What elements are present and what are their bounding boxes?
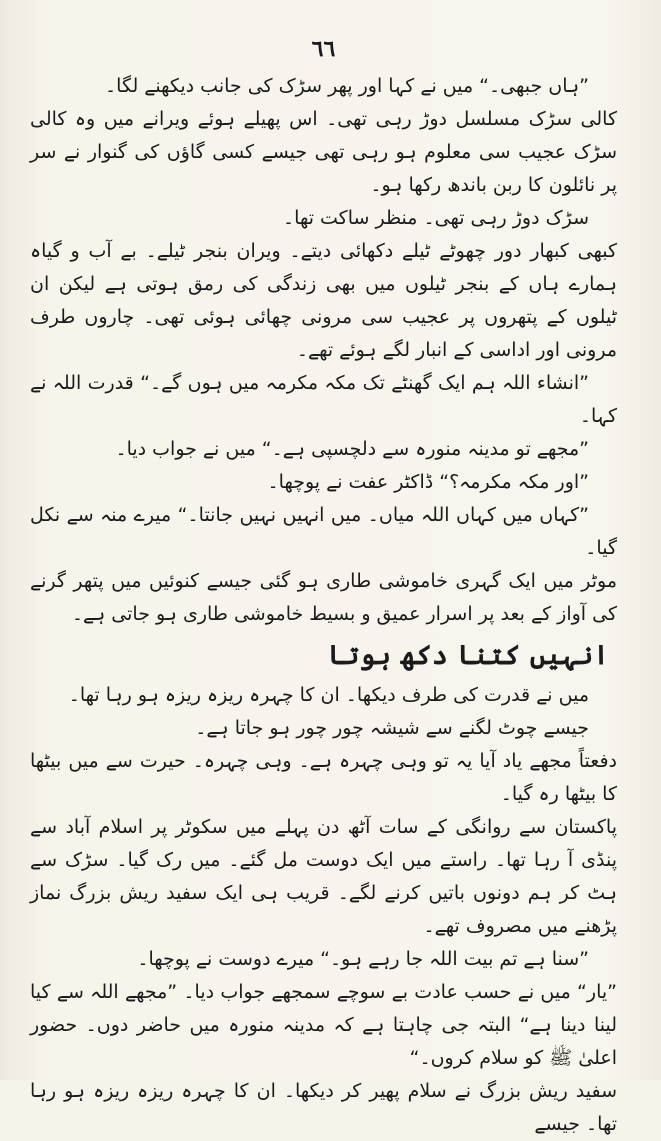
paragraph-pakistan: پاکستان سے روانگی کے سات آٹھ دن پہلے میں سکوٹر پر اسلام آباد سے پنڈی آ رہا تھا۔ راستے میں ایک دوست مل گئے۔ میں رک گیا۔ سڑک سے ہٹ کر ہم دونوں باتیں کرنے لگے۔ قریب ہی ایک سفید ریش بزرگ نماز پڑھنے میں مصروف تھے۔: [30, 816, 617, 937]
paragraph-baitullah: ”سنا ہے تم بیت اللہ جا رہے ہو۔“ میرے دوست نے پوچھا۔: [137, 948, 589, 970]
paragraph-motor-khamoshi: موٹر میں ایک گہری خاموشی طاری ہو گئی جیسے کنوئیں میں پتھر گرنے کی آواز کے بعد پر اسرار عمیق و بسیط خاموشی طاری ہو جاتی ہے۔: [30, 570, 617, 625]
paragraph-dafatan: دفعتاً مجھے یاد آیا یہ تو وہی چہرہ ہے۔ وہی چہرہ۔ حیرت سے میں بیٹھا کا بیٹھا رہ گیا۔: [30, 750, 617, 805]
paragraph-tile: کبھی کبھار دور چھوٹے ٹیلے دکھائی دیتے۔ ویران بنجر ٹیلے۔ بے آب و گیاہ ہمارے ہاں کے بنجر ٹیلوں میں بھی زندگی کی رمق ہوتی ہے لیکن ان ٹیلوں کے پتھروں پر عجیب سی مرونی چھائی ہوئی تھی۔ چاروں طرف مرونی اور اداسی کے انبار لگے ہوئے تھے۔: [30, 240, 617, 361]
paragraph-madina: ”مجھے تو مدینہ منورہ سے دلچسپی ہے۔“ میں نے جواب دیا۔: [115, 438, 589, 460]
paragraph-safed-resh: سفید ریش بزرگ نے سلام پھیر کر دیکھا۔ ان کا چہرہ ریزہ ریزہ ہو رہا تھا۔ جیسے: [30, 1080, 617, 1135]
page-number: ٦٦: [311, 36, 336, 62]
paragraph-sarak-daur: سڑک دوڑ رہی تھی۔ منظر ساکت تھا۔: [283, 207, 589, 229]
paragraph-yaar: ”یار“ میں نے حسب عادت بے سوچے سمجھے جواب دیا۔ ”مجھے اللہ سے کیا لینا دینا ہے“ البتہ جی چاہتا ہے کہ مدینہ منورہ میں حاضر دوں۔ حضور اعلیٰ ﷺ کو سلام کروں۔“: [30, 981, 617, 1069]
paragraph-qudrat-chehra: میں نے قدرت کی طرف دیکھا۔ ان کا چہرہ ریزہ ریزہ ہو رہا تھا۔: [68, 684, 589, 706]
paragraph-inshallah: ”انشاء اللہ ہم ایک گھنٹے تک مکہ مکرمہ میں ہوں گے۔“ قدرت اللہ نے کہا۔: [30, 372, 617, 427]
paragraph-sheesha: جیسے چوٹ لگنے سے شیشہ چور چور ہو جاتا ہے۔: [195, 717, 589, 739]
paragraph-kali-sarak: کالی سڑک مسلسل دوڑ رہی تھی۔ اس پھیلے ہوئے ویرانے میں وہ کالی سڑک عجیب سی معلوم ہو رہی تھی جیسے کسی گاؤں کی گنوار نے سر پر نائلون کا ربن باندھ رکھا ہو۔: [30, 108, 617, 196]
paragraph-kahan-main: ”کہاں میں کہاں اللہ میاں۔ میں انہیں نہیں جانتا۔“ میرے منہ سے نکل گیا۔: [30, 504, 617, 559]
paragraph-makkah: ”اور مکہ مکرمہ؟“ ڈاکٹر عفت نے پوچھا۔: [267, 471, 589, 493]
paragraph-han-jabhi: ”ہاں جبھی۔“ میں نے کہا اور پھر سڑک کی جانب دیکھنے لگا۔: [105, 75, 589, 97]
section-heading: انہیں کتنا دکھ ہوتا: [327, 640, 609, 671]
